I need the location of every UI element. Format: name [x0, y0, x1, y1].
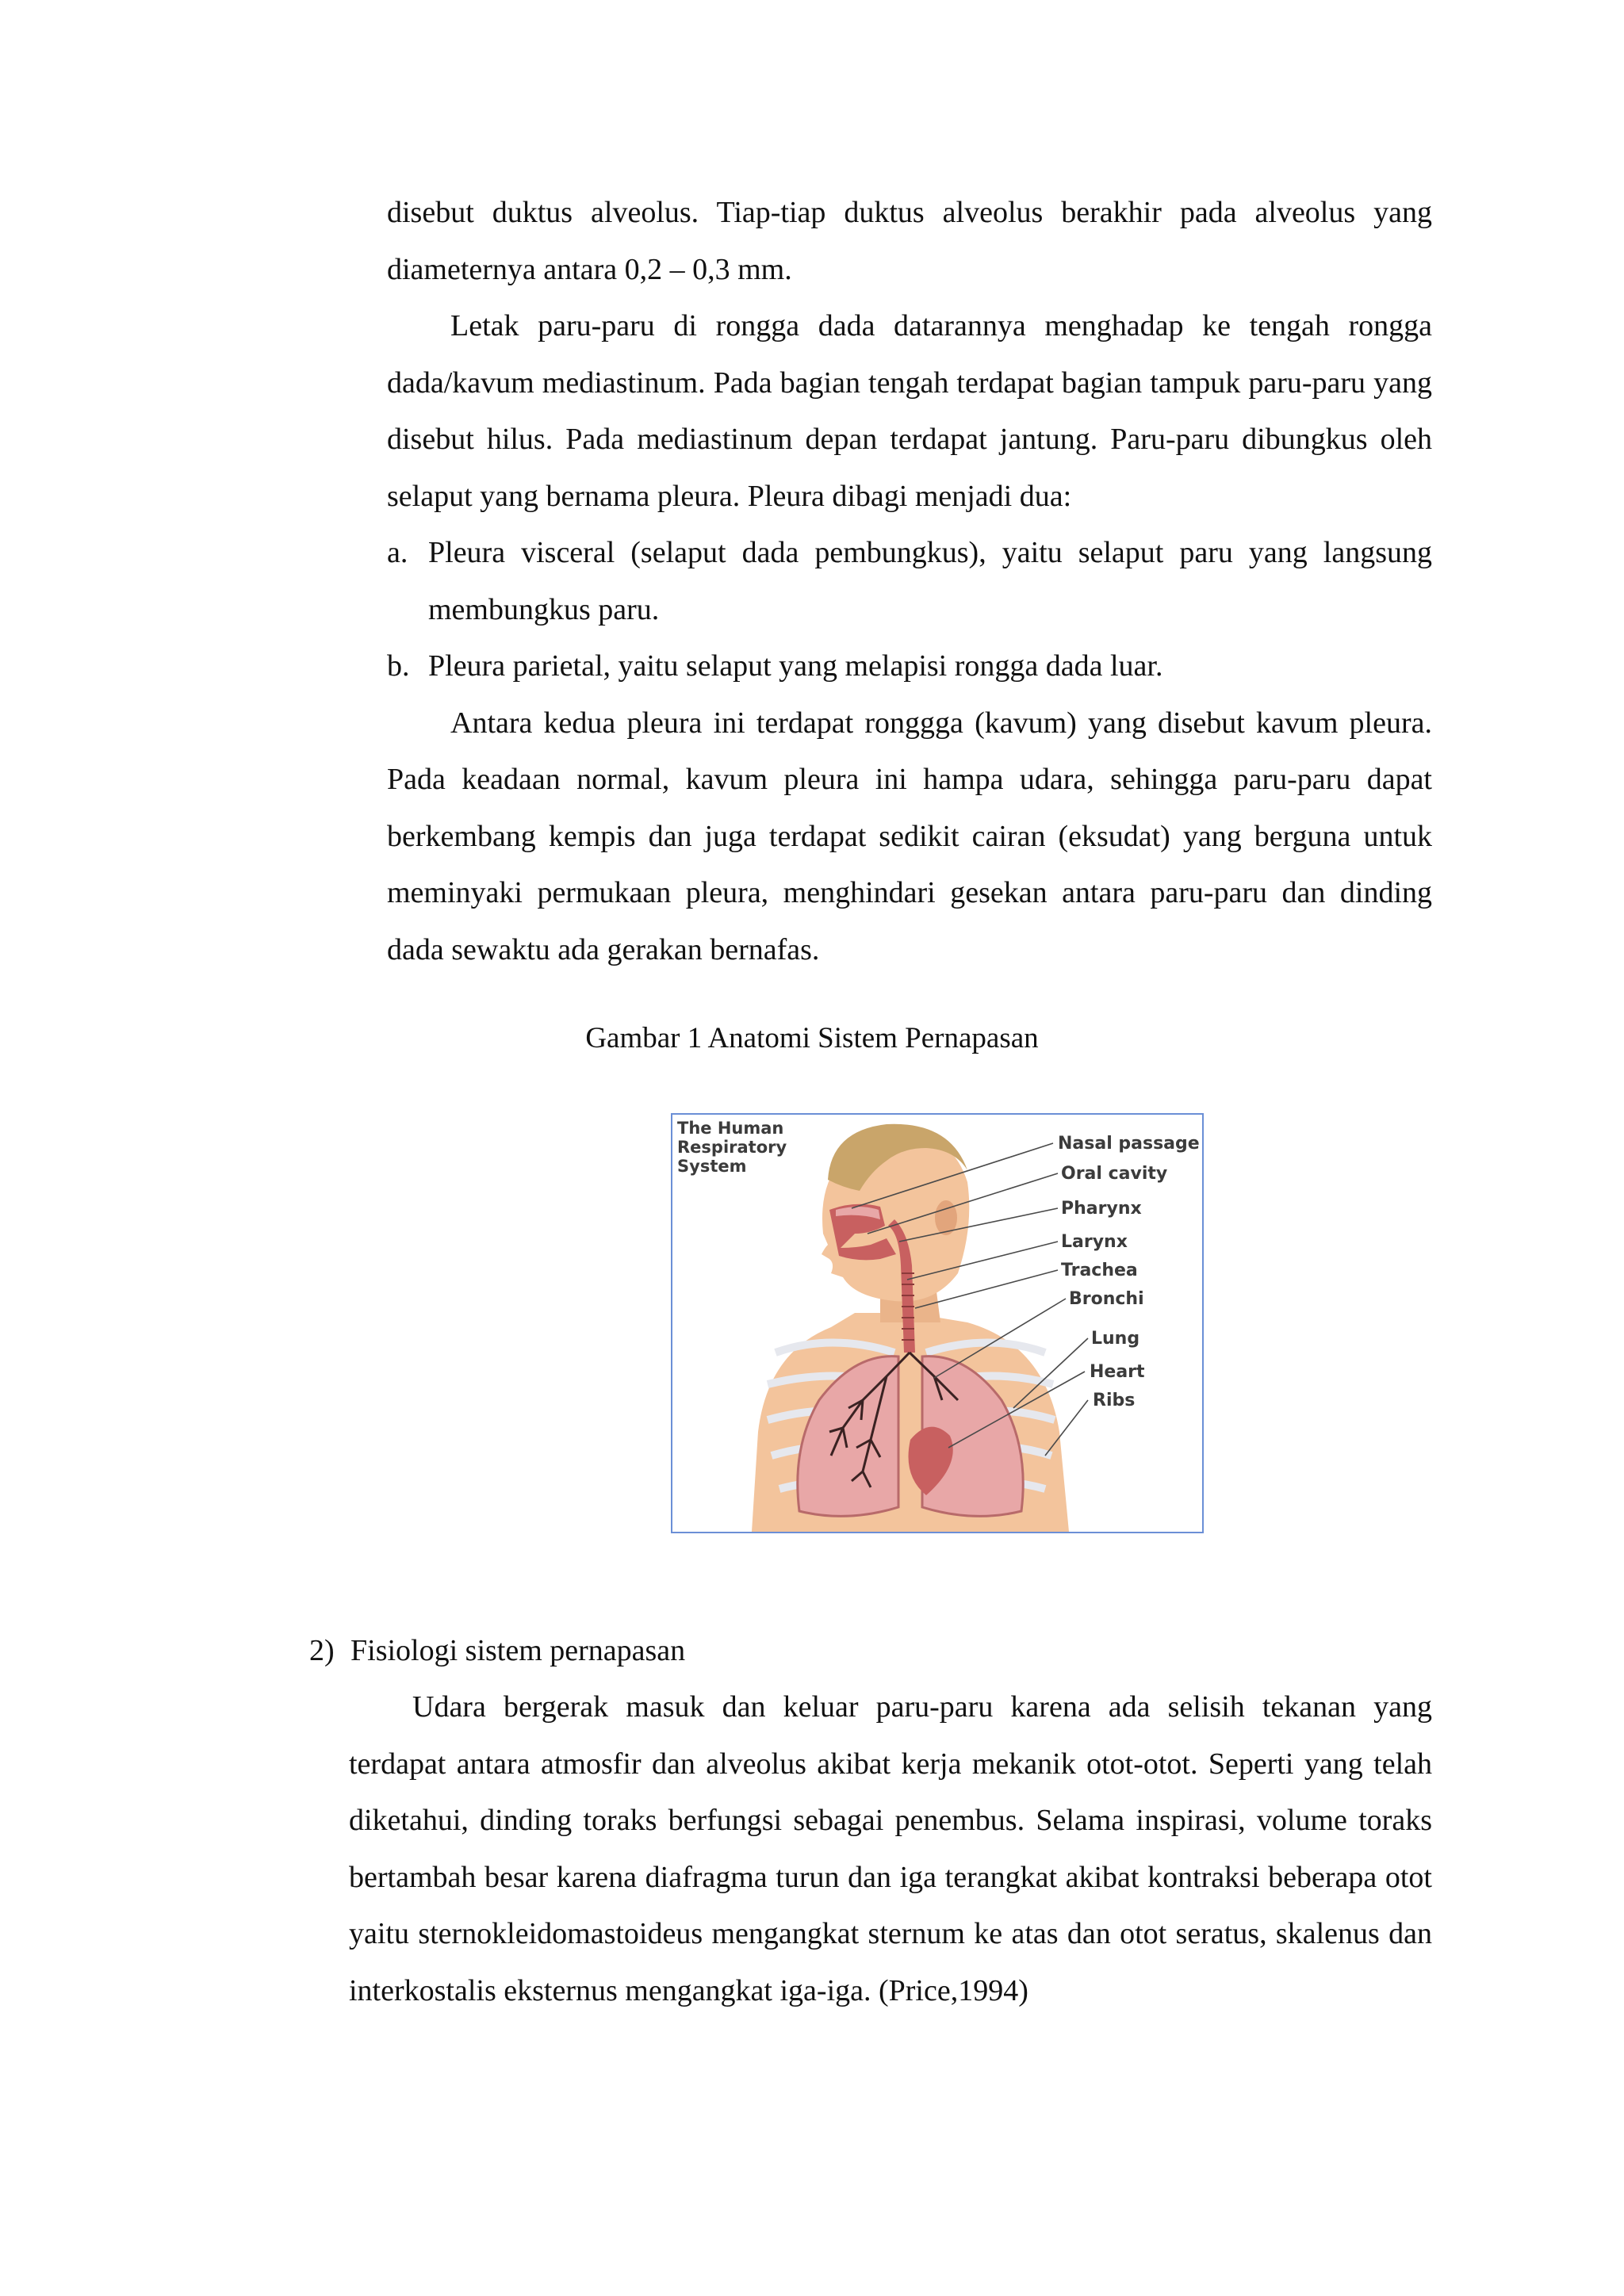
respiratory-illustration — [672, 1115, 1202, 1532]
list-item-b — [387, 638, 1432, 695]
paragraph-letak: Letak paru-paru di rongga dada datarannya menghadap ke tengah rongga dada/kavum mediastinum. Pada bagian tengah terdapat bagian tampuk paru-paru yang disebut hilus. Pada mediastinum depan terdapat jantung. Paru-paru dibungkus oleh selaput yang bernama pleura. Pleura dibagi menjadi dua: — [387, 309, 1432, 513]
figure-title-line-2: Respiratory — [677, 1138, 787, 1157]
figure-title-line-3: System — [677, 1157, 747, 1176]
list-marker: a. — [387, 536, 408, 569]
section-2-text — [349, 1679, 1432, 2019]
section-title: Fisiologi sistem pernapasan — [350, 1634, 686, 1667]
label-ribs: Ribs — [1093, 1391, 1136, 1410]
list-text: Pleura parietal, yaitu selaput yang melapisi rongga dada luar. — [428, 649, 1163, 683]
label-bronchi: Bronchi — [1069, 1289, 1144, 1309]
intro-line-1: disebut duktus alveolus. Tiap-tiap duktus alveolus berakhir pada alveolus yang — [387, 196, 1432, 229]
section-1-text — [387, 185, 1432, 978]
list-marker: b. — [387, 649, 410, 683]
intro-line-2: diameternya antara 0,2 – 0,3 mm. — [387, 252, 792, 286]
list-item-a — [387, 525, 1432, 638]
label-heart: Heart — [1090, 1362, 1145, 1382]
figure-caption: Gambar 1 Anatomi Sistem Pernapasan — [585, 1022, 1039, 1054]
label-lung: Lung — [1091, 1329, 1140, 1349]
label-larynx: Larynx — [1061, 1232, 1128, 1252]
label-nasal-passage: Nasal passage — [1058, 1134, 1200, 1154]
label-oral-cavity: Oral cavity — [1061, 1164, 1168, 1184]
list-text: Pleura visceral (selaput dada pembungkus), yaitu selaput paru yang langsung membungkus paru. — [428, 536, 1432, 626]
section-2-heading — [309, 1623, 685, 1680]
paragraph-antara: Antara kedua pleura ini terdapat ronggga (kavum) yang disebut kavum pleura. Pada keadaan normal, kavum pleura ini hampa udara, sehingga paru-paru dapat berkembang kempis dan juga terdapat sedikit cairan (eksudat) yang berguna untuk meminyaki permukaan pleura, menghindari gesekan antara paru-paru dan dinding dada sewaktu ada gerakan bernafas. — [387, 706, 1432, 966]
paragraph-fisiologi: Udara bergerak masuk dan keluar paru-paru karena ada selisih tekanan yang terdapat antara atmosfir dan alveolus akibat kerja mekanik otot-otot. Seperti yang telah diketahui, dinding toraks berfungsi sebagai penembus. Selama inspirasi, volume toraks bertambah besar karena diafragma turun dan iga terangkat akibat kontraksi beberapa otot yaitu sternokleidomastoideus mengangkat sternum ke atas dan otot seratus, skalenus dan interkostalis eksternus mengangkat iga-iga. (Price,1994) — [349, 1690, 1432, 2007]
section-number: 2) — [309, 1634, 335, 1667]
figure-title-line-1: The Human — [677, 1119, 784, 1138]
respiratory-system-figure — [671, 1113, 1204, 1533]
label-pharynx: Pharynx — [1061, 1199, 1142, 1219]
label-trachea: Trachea — [1061, 1261, 1138, 1280]
